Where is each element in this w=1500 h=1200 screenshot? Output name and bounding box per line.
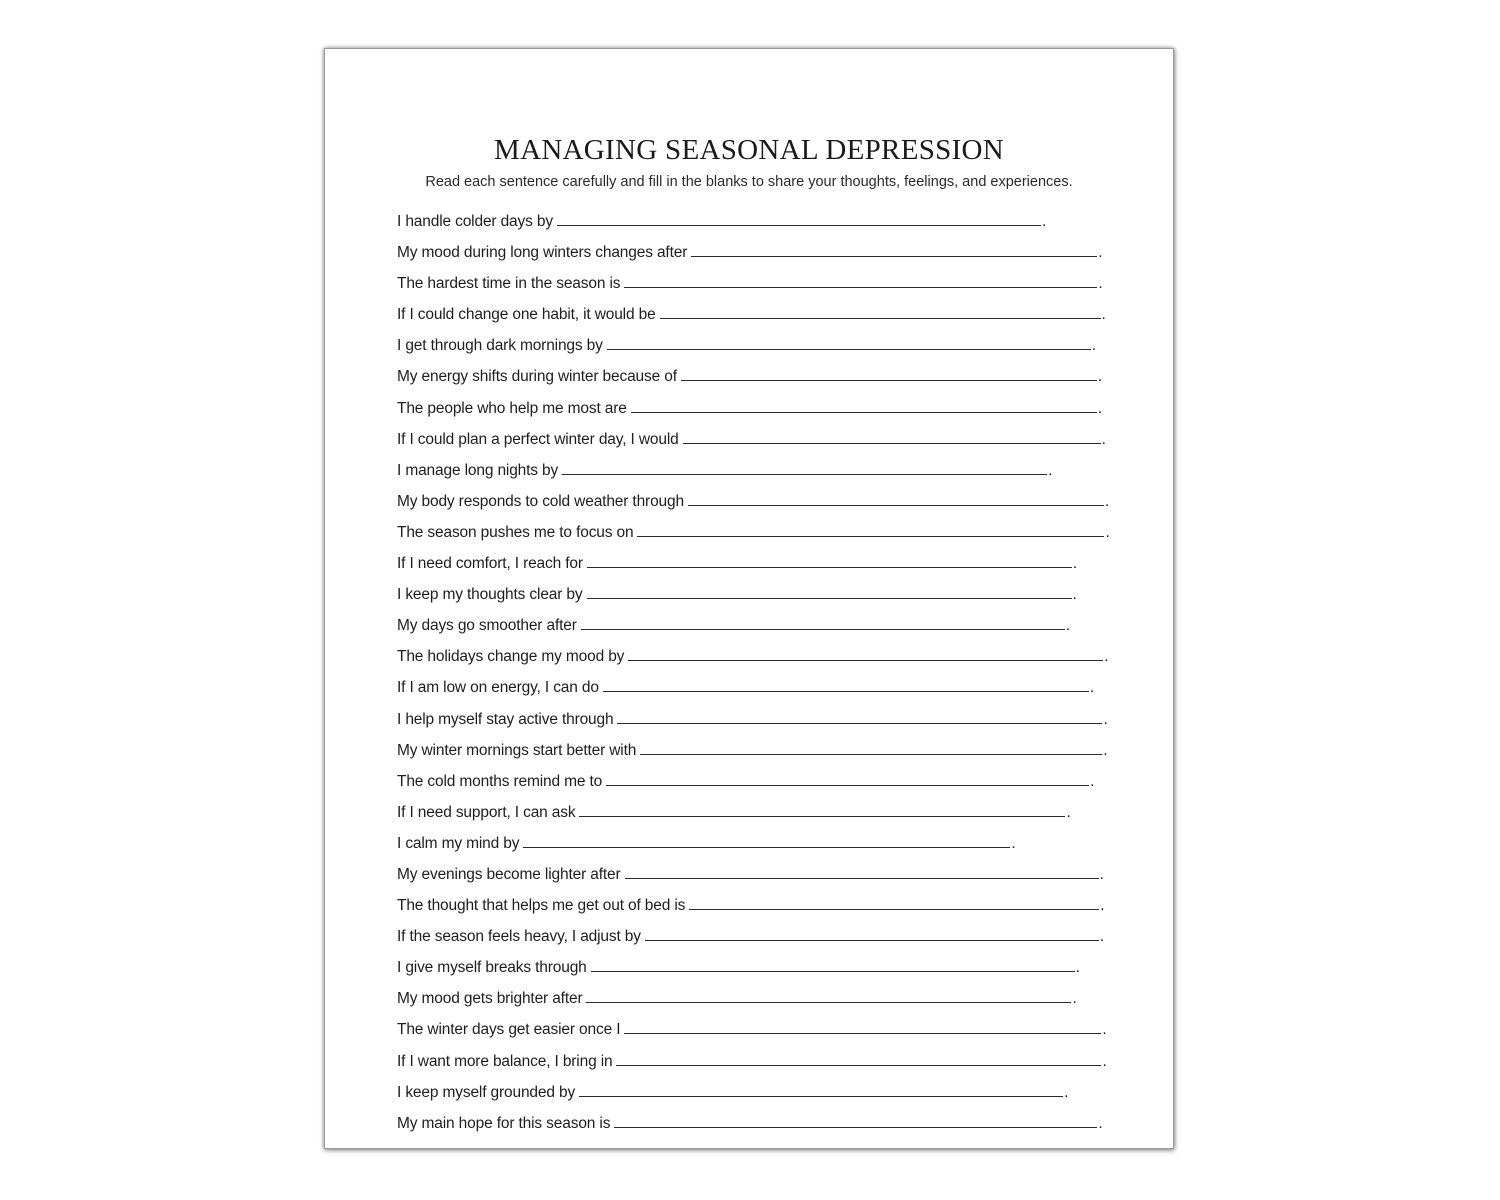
answer-blank[interactable] xyxy=(591,958,1075,972)
sentence-period: . xyxy=(1066,803,1071,821)
worksheet-instructions: Read each sentence carefully and fill in the blanks to share your thoughts, feelings, and experiences. xyxy=(425,174,1073,190)
sentence-list xyxy=(397,207,1110,1140)
sentence-prompt: If the season feels heavy, I adjust by xyxy=(397,928,641,946)
sentence-prompt: If I need comfort, I reach for xyxy=(397,555,583,573)
sentence-period: . xyxy=(1065,617,1071,635)
sentence-item xyxy=(397,1109,1110,1140)
answer-blank[interactable] xyxy=(624,274,1097,288)
sentence-item xyxy=(397,705,1110,736)
sentence-prompt: The people who help me most are xyxy=(397,399,627,417)
sentence-prompt: My main hope for this season is xyxy=(397,1114,611,1132)
sentence-prompt: The season pushes me to focus on xyxy=(397,523,634,541)
sentence-item xyxy=(397,300,1110,331)
sentence-item xyxy=(397,984,1110,1015)
answer-blank[interactable] xyxy=(625,865,1099,879)
sentence-item xyxy=(397,1078,1110,1109)
answer-blank[interactable] xyxy=(631,399,1097,413)
sentence-item xyxy=(397,331,1110,362)
worksheet-title: MANAGING SEASONAL DEPRESSION xyxy=(493,134,1005,166)
sentence-period: . xyxy=(1099,865,1104,883)
sentence-period: . xyxy=(1102,1052,1107,1070)
sentence-item xyxy=(397,549,1110,580)
sentence-period: . xyxy=(1041,213,1047,230)
sentence-period: . xyxy=(1090,772,1095,790)
sentence-prompt: I keep my thoughts clear by xyxy=(397,586,583,604)
answer-blank[interactable] xyxy=(587,585,1072,599)
sentence-prompt: If I am low on energy, I can do xyxy=(397,679,599,697)
sentence-period: . xyxy=(1105,523,1110,541)
answer-blank[interactable] xyxy=(579,803,1065,817)
sentence-prompt: I calm my mind by xyxy=(397,834,520,852)
sentence-prompt: The holidays change my mood by xyxy=(397,648,625,666)
sentence-period: . xyxy=(1099,928,1105,946)
sentence-item xyxy=(397,207,1110,238)
sentence-item xyxy=(397,1015,1110,1046)
answer-blank[interactable] xyxy=(562,461,1047,475)
sentence-item xyxy=(397,1047,1110,1078)
sentence-item xyxy=(397,922,1110,953)
answer-blank[interactable] xyxy=(523,834,1010,848)
sentence-period: . xyxy=(1097,368,1103,386)
answer-blank[interactable] xyxy=(614,1114,1097,1128)
sentence-item xyxy=(397,487,1110,518)
sentence-prompt: The cold months remind me to xyxy=(397,772,603,790)
sentence-item xyxy=(397,767,1110,798)
sentence-item xyxy=(397,362,1110,393)
sentence-period: . xyxy=(1101,306,1106,324)
sentence-period: . xyxy=(1075,959,1080,977)
sentence-period: . xyxy=(1098,275,1103,293)
answer-blank[interactable] xyxy=(640,741,1102,755)
sentence-item xyxy=(397,798,1110,829)
sentence-prompt: My evenings become lighter after xyxy=(397,865,621,883)
sentence-period: . xyxy=(1091,337,1097,355)
sentence-period: . xyxy=(1048,461,1053,479)
sentence-prompt: I help myself stay active through xyxy=(397,710,614,728)
answer-blank[interactable] xyxy=(624,1020,1101,1034)
sentence-prompt: If I could plan a perfect winter day, I would xyxy=(397,430,679,448)
sentence-period: . xyxy=(1103,741,1108,759)
sentence-period: . xyxy=(1100,897,1105,915)
answer-blank[interactable] xyxy=(689,896,1099,910)
sentence-item xyxy=(397,269,1110,300)
answer-blank[interactable] xyxy=(586,989,1071,1003)
sentence-item xyxy=(397,953,1110,984)
sentence-prompt: I handle colder days by xyxy=(397,213,553,230)
answer-blank[interactable] xyxy=(660,305,1101,319)
sentence-prompt: If I want more balance, I bring in xyxy=(397,1052,613,1070)
sentence-prompt: My body responds to cold weather through xyxy=(397,492,684,510)
sentence-period: . xyxy=(1064,1083,1069,1101)
sentence-period: . xyxy=(1011,834,1016,852)
sentence-period: . xyxy=(1072,555,1078,573)
sentence-item xyxy=(397,642,1110,673)
answer-blank[interactable] xyxy=(557,212,1041,226)
sentence-prompt: My mood during long winters changes after xyxy=(397,244,688,262)
worksheet-page xyxy=(324,48,1174,1149)
sentence-item xyxy=(397,394,1110,425)
sentence-period: . xyxy=(1089,679,1095,697)
answer-blank[interactable] xyxy=(587,554,1072,568)
sentence-period: . xyxy=(1072,990,1077,1008)
sentence-period: . xyxy=(1104,492,1110,510)
sentence-period: . xyxy=(1102,1021,1107,1039)
answer-blank[interactable] xyxy=(683,430,1101,444)
sentence-prompt: I manage long nights by xyxy=(397,461,559,479)
sentence-item xyxy=(397,518,1110,549)
sentence-item xyxy=(397,425,1110,456)
answer-blank[interactable] xyxy=(691,243,1097,257)
sentence-period: . xyxy=(1103,710,1108,728)
sentence-prompt: I give myself breaks through xyxy=(397,959,587,977)
answer-blank[interactable] xyxy=(681,367,1097,381)
sentence-prompt: The winter days get easier once I xyxy=(397,1021,621,1039)
sentence-prompt: My mood gets brighter after xyxy=(397,990,583,1008)
sentence-prompt: My energy shifts during winter because of xyxy=(397,368,677,386)
answer-blank[interactable] xyxy=(606,772,1089,786)
answer-blank[interactable] xyxy=(645,927,1099,941)
sentence-prompt: My winter mornings start better with xyxy=(397,741,637,759)
answer-blank[interactable] xyxy=(688,492,1104,506)
sentence-period: . xyxy=(1098,244,1103,262)
sentence-prompt: My days go smoother after xyxy=(397,617,577,635)
sentence-prompt: If I need support, I can ask xyxy=(397,803,576,821)
sentence-item xyxy=(397,456,1110,487)
answer-blank[interactable] xyxy=(617,710,1102,724)
sentence-period: . xyxy=(1104,648,1109,666)
answer-blank[interactable] xyxy=(607,336,1091,350)
sentence-period: . xyxy=(1098,1114,1103,1132)
answer-blank[interactable] xyxy=(628,647,1103,661)
answer-blank[interactable] xyxy=(616,1052,1101,1066)
answer-blank[interactable] xyxy=(579,1083,1063,1097)
sentence-item xyxy=(397,673,1110,704)
sentence-prompt: The hardest time in the season is xyxy=(397,275,621,293)
answer-blank[interactable] xyxy=(581,616,1065,630)
sentence-period: . xyxy=(1101,430,1106,448)
sentence-prompt: The thought that helps me get out of bed is xyxy=(397,897,686,915)
sentence-item xyxy=(397,611,1110,642)
sentence-prompt: I get through dark mornings by xyxy=(397,337,603,355)
sentence-item xyxy=(397,580,1110,611)
answer-blank[interactable] xyxy=(603,678,1089,692)
sentence-item xyxy=(397,891,1110,922)
sentence-item xyxy=(397,829,1110,860)
sentence-period: . xyxy=(1072,586,1077,604)
sentence-item xyxy=(397,238,1110,269)
sentence-prompt: If I could change one habit, it would be xyxy=(397,306,656,324)
sentence-item xyxy=(397,860,1110,891)
sentence-item xyxy=(397,736,1110,767)
answer-blank[interactable] xyxy=(637,523,1104,537)
sentence-period: . xyxy=(1097,399,1103,417)
sentence-prompt: I keep myself grounded by xyxy=(397,1083,576,1101)
